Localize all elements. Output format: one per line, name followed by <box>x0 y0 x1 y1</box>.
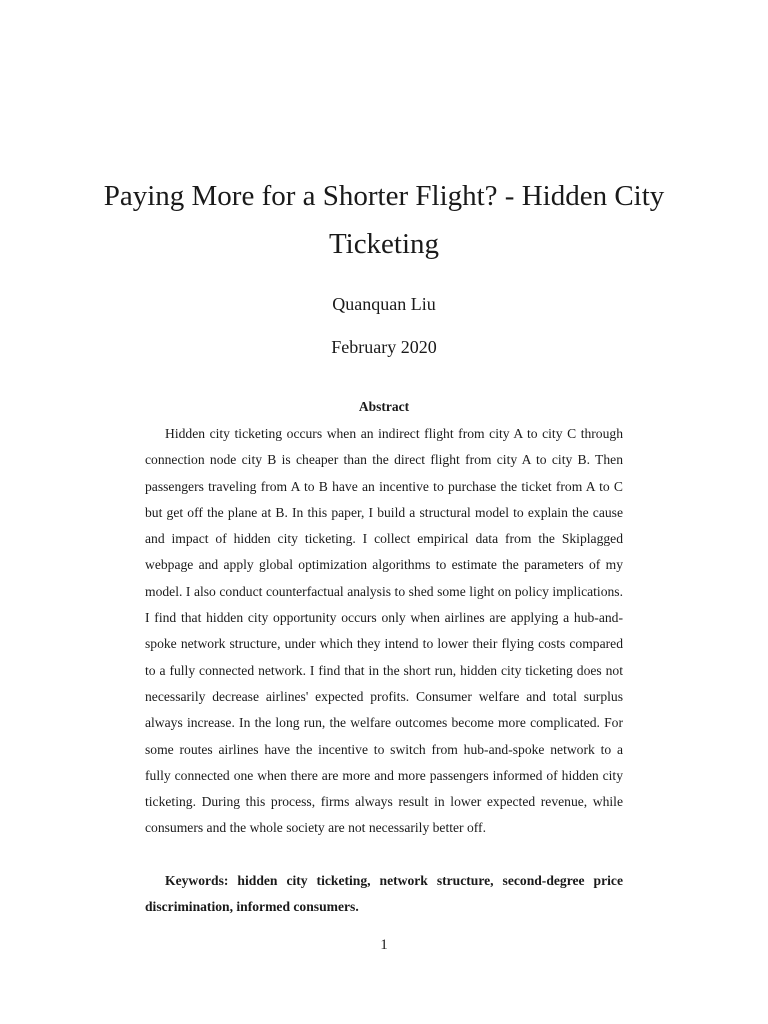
paper-title: Paying More for a Shorter Flight? - Hidden City Ticketing <box>103 180 665 260</box>
abstract-heading: Abstract <box>358 399 410 414</box>
page-number: 1 <box>380 937 388 953</box>
keywords-text: hidden city ticketing, network structure, second-degree price discrimination, informed consumers. <box>145 873 623 915</box>
author-name: Quanquan Liu <box>332 294 436 314</box>
keywords-label: Keywords: <box>165 873 229 888</box>
keywords-paragraph <box>145 868 623 921</box>
abstract-text: Hidden city ticketing occurs when an indirect flight from city A to city C through connection node city B is cheaper than the direct flight from city A to city B. Then passengers traveling from A to B have an incentive to purchase the ticket from A to C but get off the plane at B. In this paper, I build a structural model to explain the cause and impact of hidden city ticketing. I collect empirical data from the Skiplagged webpage and apply global optimization algorithms to estimate the parameters of my model. I also conduct counterfactual analysis to shed some light on policy implications. I find that hidden city opportunity occurs only when airlines are applying a hub-and-spoke network structure, under which they intend to lower their flying costs compared to a fully connected network. I find that in the short run, hidden city ticketing does not necessarily decrease airlines' expected profits. Consumer welfare and total surplus always increase. In the long run, the welfare outcomes become more complicated. For some routes airlines have the incentive to switch from hub-and-spoke network to a fully connected one when there are more and more passengers informed of hidden city ticketing. During this process, firms always result in lower expected revenue, while consumers and the whole society are not necessarily better off. <box>145 426 623 836</box>
publication-date: February 2020 <box>331 337 437 357</box>
